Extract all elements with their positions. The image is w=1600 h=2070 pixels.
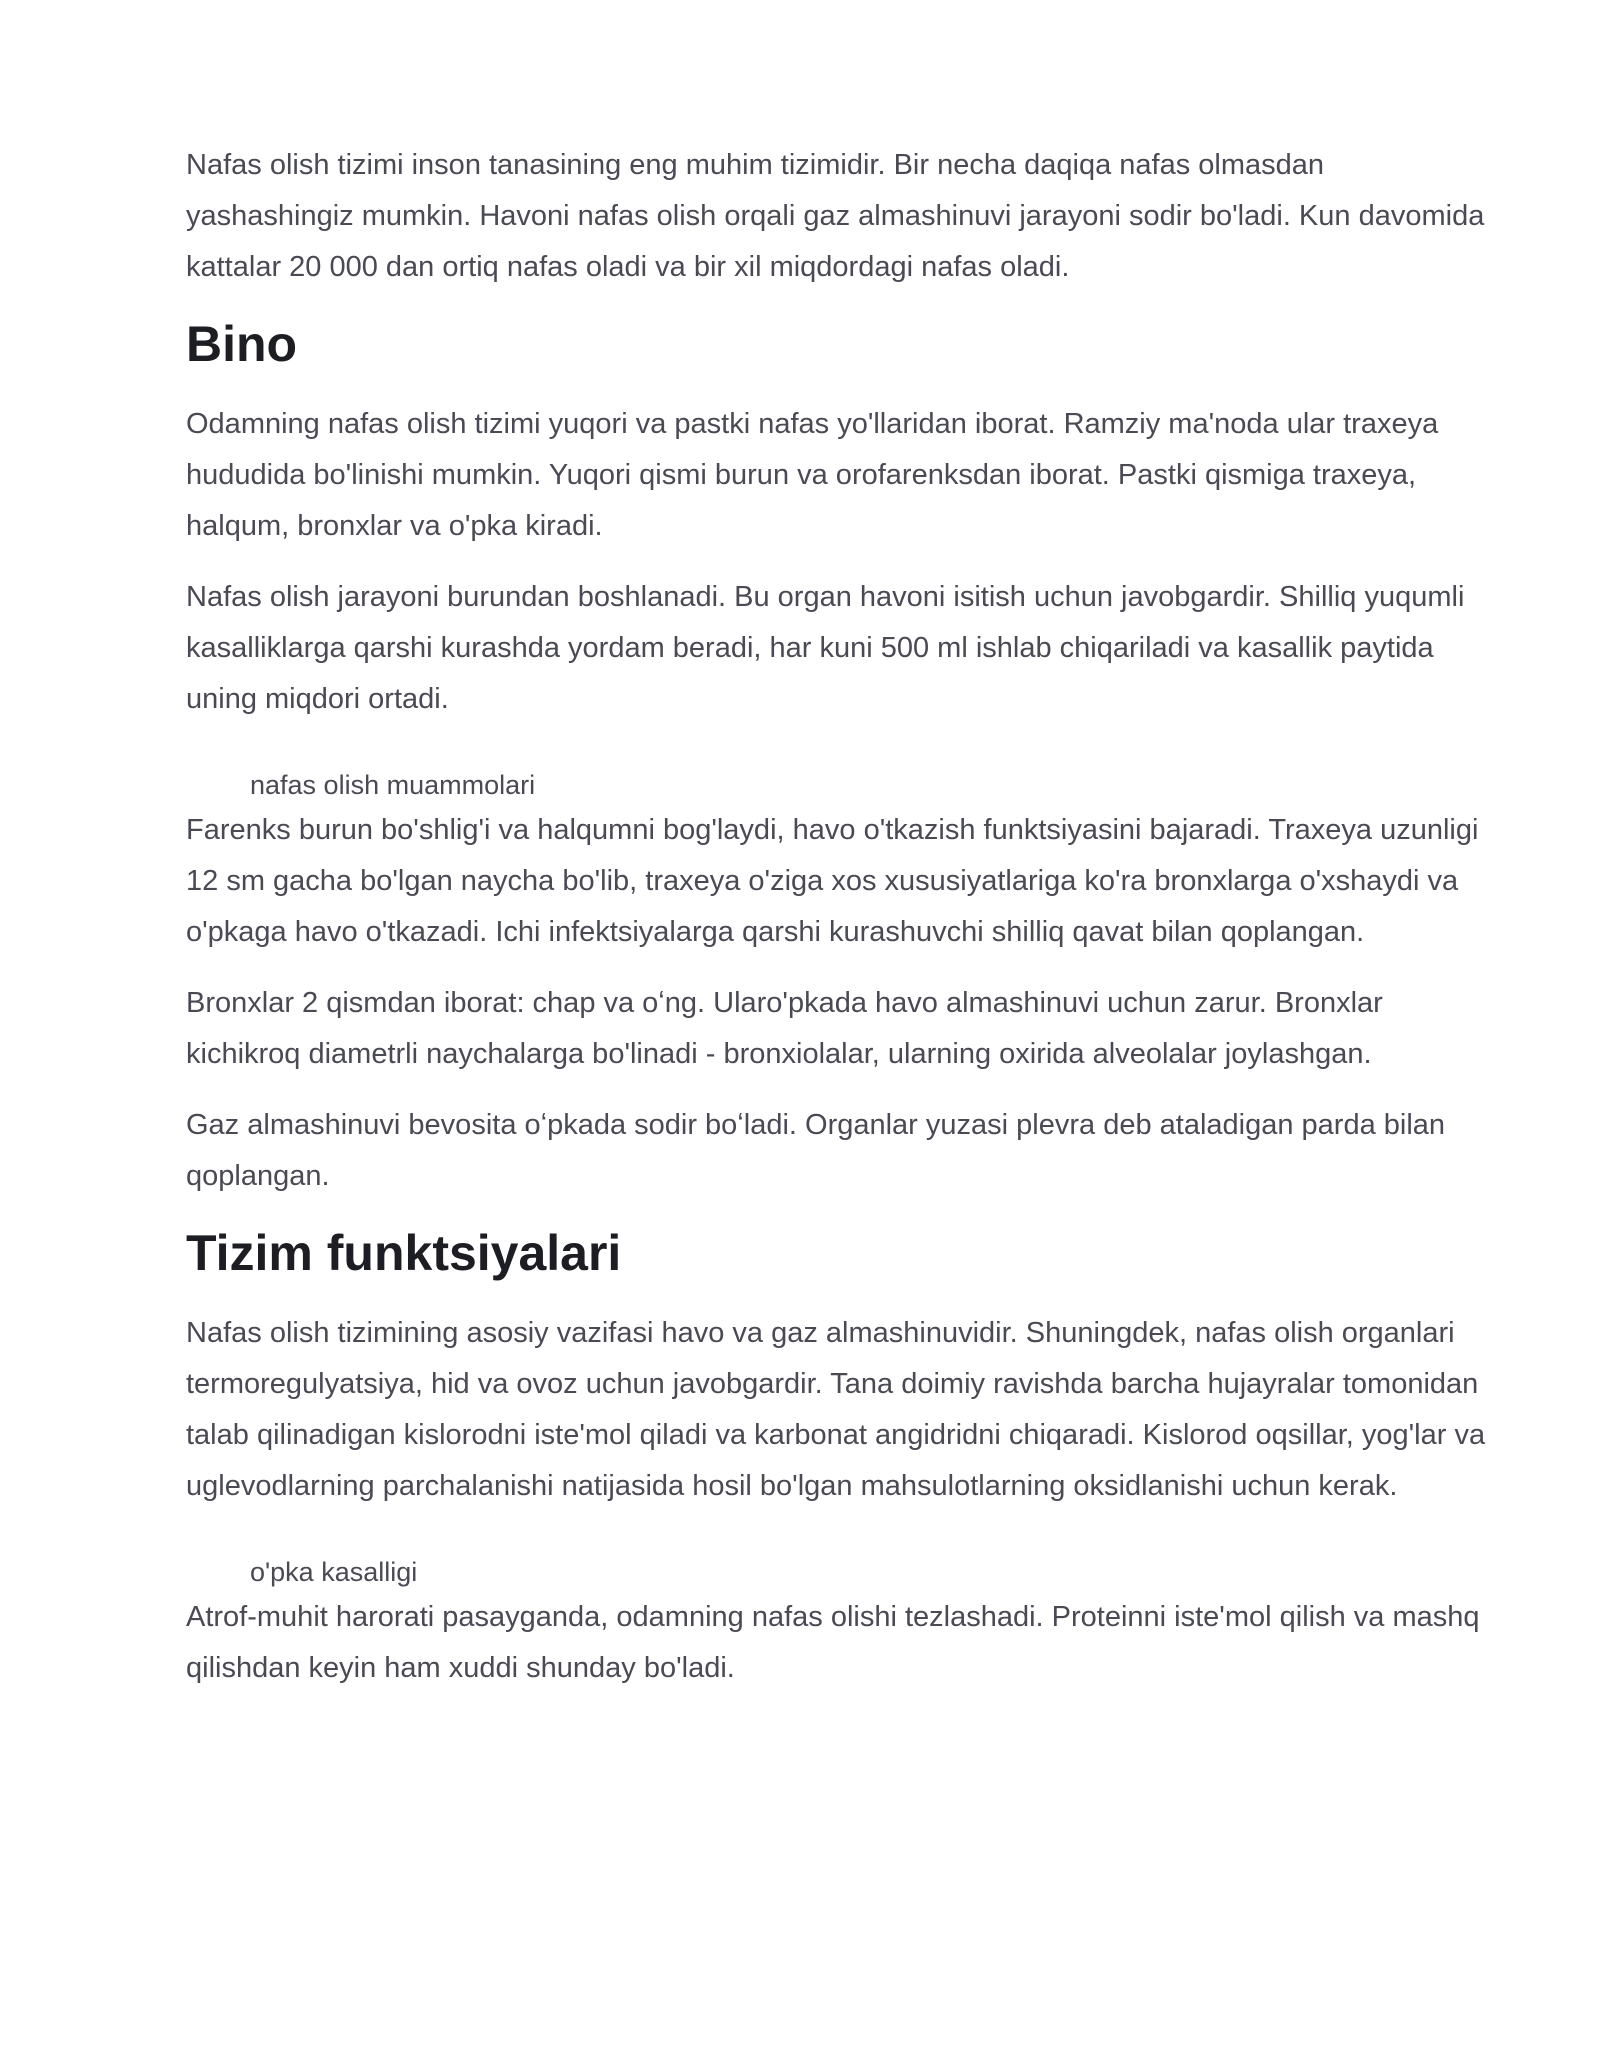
section-heading-bino: Bino [186, 316, 298, 372]
paragraph: Atrof-muhit harorati pasayganda, odamning nafas olishi tezlashadi. Proteinni iste'mol qilish va mashq qilishdan keyin ham xuddi shunday bo'ladi. [186, 1601, 1480, 1684]
paragraph: Farenks burun bo'shlig'i va halqumni bog'laydi, havo o'tkazish funktsiyasini bajaradi. Traxeya uzunligi 12 sm gacha bo'lgan naycha bo'lib, traxeya o'ziga xos xususiyatlariga ko'ra bronxlarga o'xshaydi va o'pkaga havo o'tkazadi. Ichi infektsiyalarga qarshi kurashuvchi shilliq qavat bilan qoplangan. [186, 814, 1479, 948]
paragraph: Nafas olish tizimining asosiy vazifasi havo va gaz almashinuvidir. Shuningdek, nafas olish organlari termoregulyatsiya, hid va ovoz uchun javobgardir. Tana doimiy ravishda barcha hujayralar tomonidan talab qilinadigan kislorodni iste'mol qiladi va karbonat angidridni chiqaradi. Kislorod oqsillar, yog'lar va uglevodlarning parchalanishi natijasida hosil bo'lgan mahsulotlarning oksidlanishi uchun kerak. [186, 1317, 1486, 1502]
paragraph: Nafas olish jarayoni burundan boshlanadi. Bu organ havoni isitish uchun javobgardir. Shilliq yuqumli kasalliklarga qarshi kurashda yordam beradi, har kuni 500 ml ishlab chiqariladi va kasallik paytida uning miqdori ortadi. [186, 581, 1465, 715]
image-caption: o'pka kasalligi [250, 1557, 418, 1587]
intro-paragraph: Nafas olish tizimi inson tanasining eng muhim tizimidir. Bir necha daqiqa nafas olmasdan yashashingiz mumkin. Havoni nafas olish orqali gaz almashinuvi jarayoni sodir bo'ladi. Kun davomida kattalar 20 000 dan ortiq nafas oladi va bir xil miqdordagi nafas oladi. [186, 149, 1485, 283]
article-body [186, 140, 1486, 1714]
paragraph: Odamning nafas olish tizimi yuqori va pastki nafas yo'llaridan iborat. Ramziy ma'noda ular traxeya hududida bo'linishi mumkin. Yuqori qismi burun va orofarenksdan iborat. Pastki qismiga traxeya, halqum, bronxlar va o'pka kiradi. [186, 408, 1439, 542]
paragraph: Gaz almashinuvi bevosita oʻpkada sodir boʻladi. Organlar yuzasi plevra deb ataladigan parda bilan qoplangan. [186, 1109, 1446, 1192]
section-heading-functions: Tizim funktsiyalari [186, 1225, 622, 1281]
image-caption: nafas olish muammolari [250, 770, 536, 800]
paragraph: Bronxlar 2 qismdan iborat: chap va oʻng. Ularo'pkada havo almashinuvi uchun zarur. Bronxlar kichikroq diametrli naychalarga bo'linadi - bronxiolalar, ularning oxirida alveolalar joylashgan. [186, 987, 1383, 1070]
